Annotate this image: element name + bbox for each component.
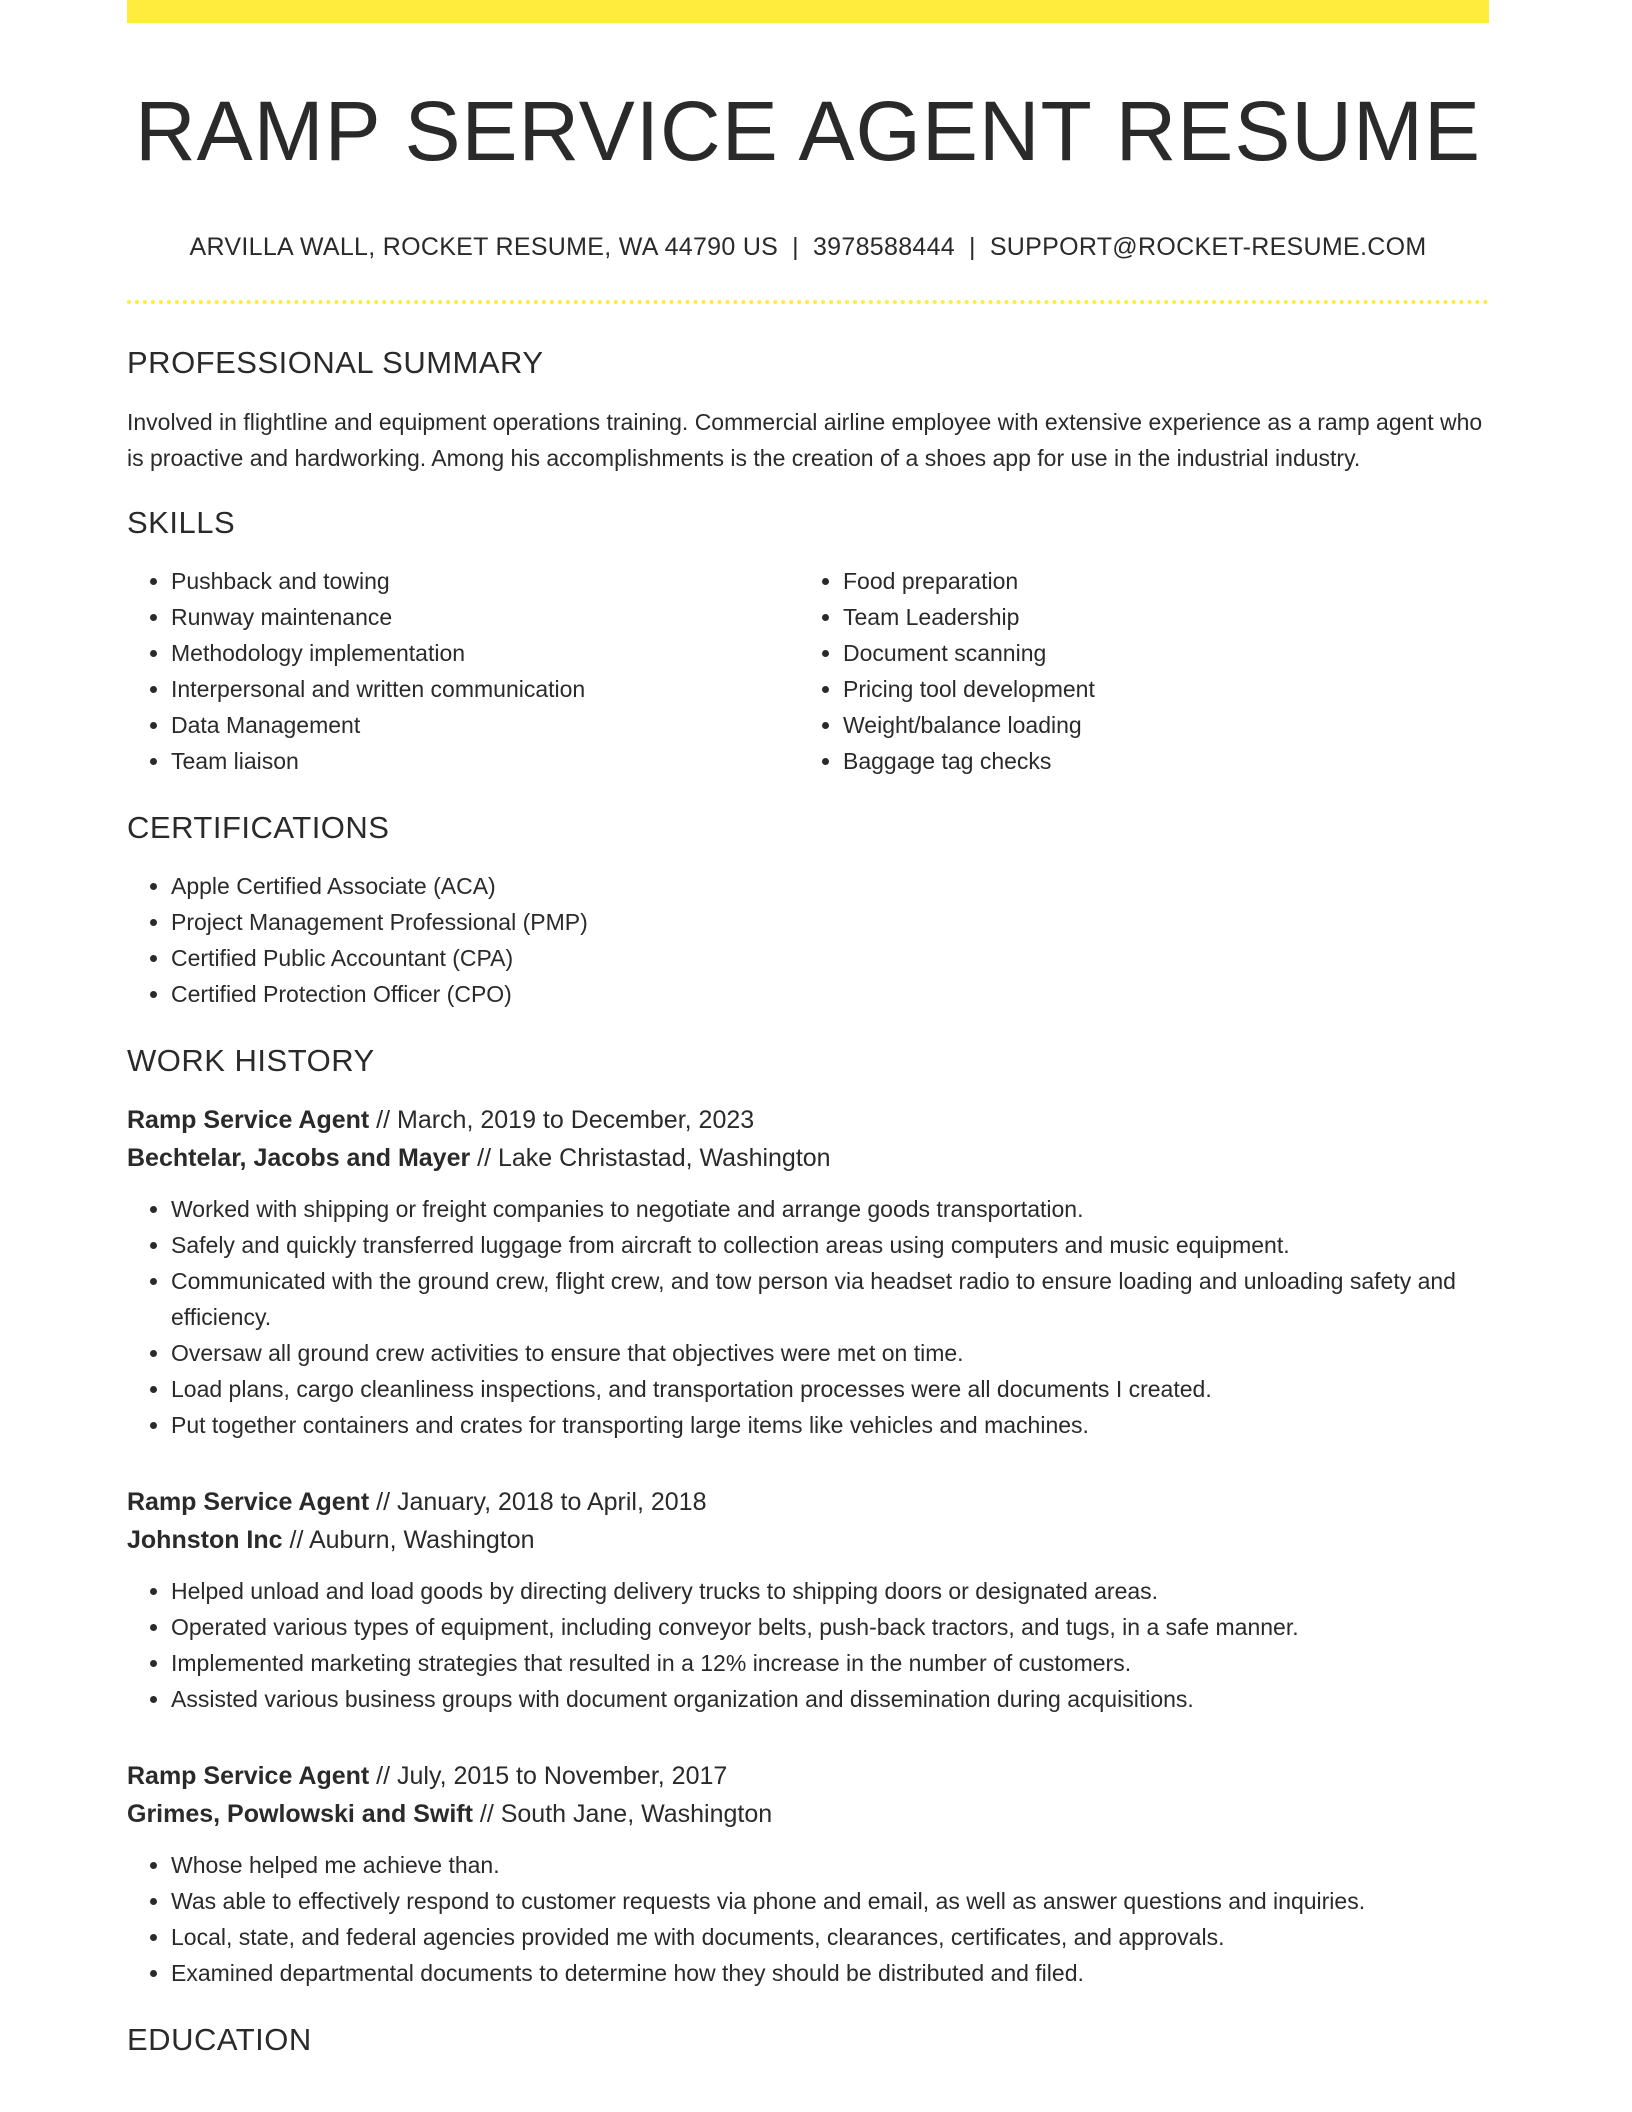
job-dates: // March, 2019 to December, 2023 [369,1106,755,1135]
job-location: // Lake Christastad, Washington [470,1144,831,1173]
accent-top-bar [127,0,1489,23]
skills-list [127,563,799,779]
contact-address: ARVILLA WALL, ROCKET RESUME, WA 44790 US [189,233,779,262]
skill-item: • Data Management [171,707,799,743]
section-heading: PROFESSIONAL SUMMARY [127,345,544,381]
certifications-section [127,809,1489,1012]
skill-item: • Document scanning [843,635,1439,671]
skill-item: • Methodology implementation [171,635,799,671]
job-location: // South Jane, Washington [472,1800,773,1829]
job-company-line [127,1795,1489,1833]
skill-item: • Team Leadership [843,599,1439,635]
certification-item: • Certified Protection Officer (CPO) [171,976,1489,1012]
job-duty: • Communicated with the ground crew, flight crew, and tow person via headset radio to ensure loading and unloading safety and efficiency. [171,1263,1489,1335]
job-duty: • Oversaw all ground crew activities to ensure that objectives were met on time. [171,1335,1489,1371]
resume-content [127,23,1489,2058]
job-title: Ramp Service Agent [127,1488,370,1517]
resume-title: RAMP SERVICE AGENT RESUME [134,84,1482,178]
job-company-line [127,1521,1489,1559]
work-history-section [127,1042,1489,1991]
job-company: Bechtelar, Jacobs and Mayer [127,1144,471,1173]
job-dates: // July, 2015 to November, 2017 [369,1762,728,1791]
job-duty: • Was able to effectively respond to customer requests via phone and email, as well as answer questions and inquiries. [171,1883,1489,1919]
job-company-line [127,1139,1489,1177]
skills-column-left [127,563,799,779]
job-duties-list [127,1573,1489,1717]
job-company: Johnston Inc [127,1526,283,1555]
summary-text: Involved in flightline and equipment operations training. Commercial airline employee with extensive experience as a ramp agent who is proactive and hardworking. Among his accomplishments is the creation of a shoes app for use in the industrial industry. [127,408,1483,471]
contact-separator: | [969,233,976,262]
certification-item: • Project Management Professional (PMP) [171,904,1489,940]
job-duty: • Operated various types of equipment, including conveyor belts, push-back tractors, and tugs, in a safe manner. [171,1609,1489,1645]
job-duty: • Load plans, cargo cleanliness inspections, and transportation processes were all documents I created. [171,1371,1489,1407]
job-title-line [127,1757,1489,1795]
job-entry [127,1101,1489,1443]
skill-item: • Weight/balance loading [843,707,1439,743]
skill-item: • Pushback and towing [171,563,799,599]
skills-section [127,504,1489,779]
job-duty: • Implemented marketing strategies that resulted in a 12% increase in the number of customers. [171,1645,1489,1681]
job-duty: • Safely and quickly transferred luggage from aircraft to collection areas using computers and music equipment. [171,1227,1489,1263]
skills-columns [127,563,1489,779]
job-location: // Auburn, Washington [282,1526,535,1555]
certification-item: • Certified Public Accountant (CPA) [171,940,1489,976]
certification-item: • Apple Certified Associate (ACA) [171,868,1489,904]
contact-separator: | [792,233,799,262]
job-title-line [127,1483,1489,1521]
job-dates: // January, 2018 to April, 2018 [369,1488,707,1517]
skills-column-right [799,563,1439,779]
job-title: Ramp Service Agent [127,1106,370,1135]
job-duty: • Local, state, and federal agencies provided me with documents, clearances, certificates, and approvals. [171,1919,1489,1955]
job-duty: • Helped unload and load goods by directing delivery trucks to shipping doors or designated areas. [171,1573,1489,1609]
section-heading: SKILLS [127,504,236,540]
dotted-divider [127,300,1489,304]
job-duty: • Examined departmental documents to determine how they should be distributed and filed. [171,1955,1489,1991]
professional-summary-section [127,344,1489,475]
job-title: Ramp Service Agent [127,1762,370,1791]
skill-item: • Pricing tool development [843,671,1439,707]
section-heading: WORK HISTORY [127,1042,375,1078]
job-duty: • Assisted various business groups with document organization and dissemination during acquisitions. [171,1681,1489,1717]
skill-item: • Food preparation [843,563,1439,599]
certifications-list [127,868,1489,1012]
contact-phone: 3978588444 [812,233,956,262]
education-section [127,2021,1489,2058]
job-duties-list [127,1191,1489,1443]
job-company: Grimes, Powlowski and Swift [127,1800,473,1829]
job-duties-list [127,1847,1489,1991]
job-duty: • Worked with shipping or freight companies to negotiate and arrange goods transportation. [171,1191,1489,1227]
section-heading: EDUCATION [127,2022,312,2058]
contact-line [127,233,1489,262]
skill-item: • Team liaison [171,743,799,779]
section-heading: CERTIFICATIONS [127,809,390,845]
job-entry [127,1483,1489,1717]
job-entry [127,1757,1489,1991]
job-duty: • Whose helped me achieve than. [171,1847,1489,1883]
job-duty: • Put together containers and crates for transporting large items like vehicles and machines. [171,1407,1489,1443]
job-title-line [127,1101,1489,1139]
contact-email: SUPPORT@ROCKET-RESUME.COM [989,233,1427,262]
skills-list [799,563,1439,779]
skill-item: • Baggage tag checks [843,743,1439,779]
skill-item: • Runway maintenance [171,599,799,635]
skill-item: • Interpersonal and written communication [171,671,799,707]
